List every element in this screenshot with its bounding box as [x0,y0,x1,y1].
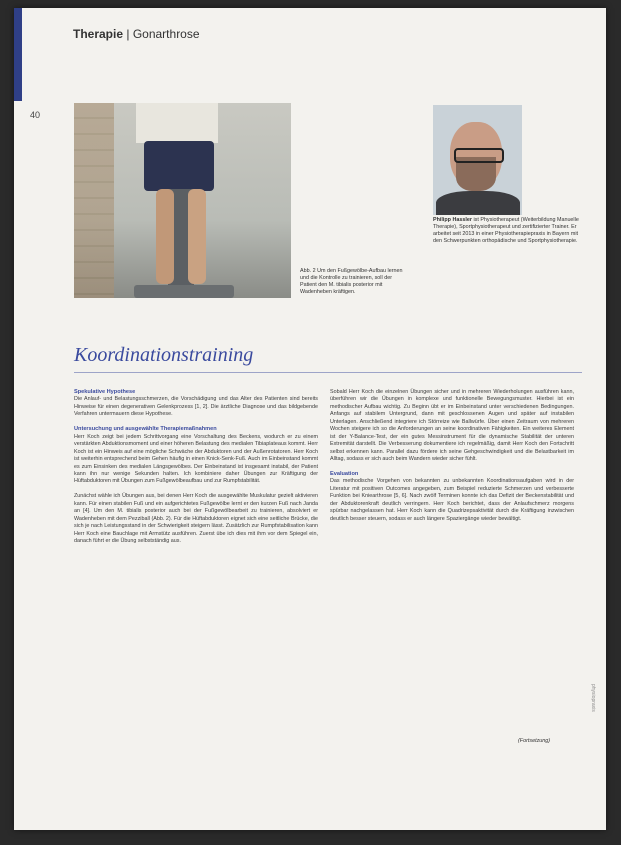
left-heading-2: Untersuchung und ausgewählte Therapiemaßnahmen [74,426,217,433]
section-color-bar [14,8,22,101]
right-paragraph-2: Das methodische Vorgehen von bekannten zu unbekannten Koordinationsaufgaben wird in der Literatur mit positiven Outcomes angegeben, zum Beispiel reduzierte Schmerzen und verbesserte Funktion bei Kniearthrose [5, 6]. Nach zwölf Terminen konnte ich das Defizit der Beckenstabilität und der Abduktorenkraft deutlich verringern. Herr Koch berichtet, dass der Anlaufschmerz morgens spürbar nachgelassen hat. Herr Koch kann die Quadrizepsaktivität durch die Kräftigung inzwischen deutlich besser steuern, sodass er auch längere Spaziergänge wieder bewältigt. [330,478,574,522]
side-publication-mark: physiopraxis [590,684,596,712]
left-paragraph-3: Zunächst wähle ich Übungen aus, bei denen Herr Koch die ausgewählte Muskulatur gezielt aktivieren kann. Für einen stabilen Fuß und ein aufgerichtetes Fußgewölbe lernt er den kurzen Fuß nach Janda an [4]. Um den M. tibialis posterior auch bei der Fußgewölbearbeit zu trainieren, absolviert er Wadenheben mit dem Pezziball (Abb. 2). Für die Hüftabduktoren eignet sich eine seitliche Brücke, die sich je nach Leistungsstand in der Schwierigkeit steigern lässt. Zusätzlich zur Rumpfstabilisation kann Herr Koch eine Bauchlage mit Armstütz ausführen. Zuerst übe ich dies mit ihm vor dem Spiegel ein, danach führt er die Übung selbstständig aus. [74,493,318,545]
left-column [74,389,318,553]
left-heading-1: Spekulative Hypothese [74,389,136,395]
page-number: 40 [30,110,41,120]
left-paragraph-1: Die Anlauf- und Belastungsschmerzen, die Vorschädigung und das Alter des Patienten sind bereits Hinweise für einen degenerativen Gelenkprozess [1, 2]. Die ärztliche Diagnose und das bildgebende Verfahren untermauern diese Hypothese. [74,396,318,418]
portrait-shirt [436,191,520,215]
author-portrait [433,105,522,215]
right-heading-evaluation: Evaluation [330,470,359,477]
continuation-note: (Fortsetzung) [518,738,551,744]
portrait-glasses [454,148,504,163]
photo-platform [134,285,234,298]
title-rule [74,372,582,373]
photo-left-leg [156,189,174,284]
section-title: Koordinationstraining [74,344,254,366]
photo-right-leg [188,189,206,284]
right-paragraph-1: Sobald Herr Koch die einzelnen Übungen sicher und in mehreren Wiederholungen ausführen kann, überführen wir die Übungen in komplexe und funktionelle Bewegungsmuster. Hierbei ist ein methodischer Aufbau wichtig. Zu Beginn übt er im Einbeinstand unter verschiedenen Bedingungen. Anfangs auf stabilem Untergrund, dann mit geschlossenen Augen und später auf instabilen Unterlagen. Anschließend integriere ich Störreize wie Ballwürfe. Über einen Zeitraum von mehreren Wochen steigere ich so die Anforderungen an seine koordinativen Fähigkeiten. Ein weiteres Element ist der Y-Balance-Test, der ein gutes Messinstrument für die dynamische Stabilität der unteren Extremität darstellt. Die Verbesserung dokumentiere ich regelmäßig, damit Herr Koch den Fortschritt selbst erkennen kann. Parallel dazu fördere ich seine Gehgeschwindigkeit und die Belastbarkeit im Alltag, sodass er sich auch beim Wandern wieder sicher fühlt. [330,389,574,463]
header-section: Therapie [73,27,124,41]
header-separator: | [126,27,130,41]
photo-wall-bars [74,103,114,298]
exercise-photo [74,103,291,298]
author-name: Philipp Hassler [433,217,472,223]
figure-caption: Abb. 2 Um den Fußgewölbe-Aufbau lernen und die Kontrolle zu trainieren, soll der Patient den M. tibialis posterior mit Wadenheben kräftigen. [300,268,403,295]
running-header [73,27,200,41]
left-paragraph-2: Herr Koch zeigt bei jedem Schrittvorgang eine Vorschaltung des Beckens, wodurch er zu einem verstärkten Abduktionsmoment und einer höheren Belastung des medialen Tibiaplateaus kommt. Herr Koch ist ein Hinweis auf eine mögliche Schwäche der Abduktoren und der Außenrotatoren. Herr Koch ist weiterhin entsprechend beim Gehen häufig in einen Knick-Senk-Fuß. Auch im Einbeinstand kommt es zum Einsinken des medialen Längsgewölbes. Der Einbeinstand ist insgesamt instabil, der Patient kann ihn nur wenige Sekunden halten. Ich kombiniere daher Übungen zur Kräftigung der Hüftabduktoren mit Übungen zum Fußgewölbeaufbau und zur Rumpfstabilität. [74,433,318,485]
author-caption [433,217,581,245]
photo-shirt [136,103,218,143]
right-column [330,389,574,531]
header-topic: Gonarthrose [132,27,200,41]
photo-shorts [144,141,214,191]
author-bio: ist Physiotherapeut (Weiterbildung Manuelle Therapie), Sportphysiotherapeut und zertifizierter Trainer. Er arbeitet seit 2013 in einer Physiotherapiepraxis in Bayern mit den Schwerpunkten orthopädische und Sportphysiotherapie. [433,217,579,244]
